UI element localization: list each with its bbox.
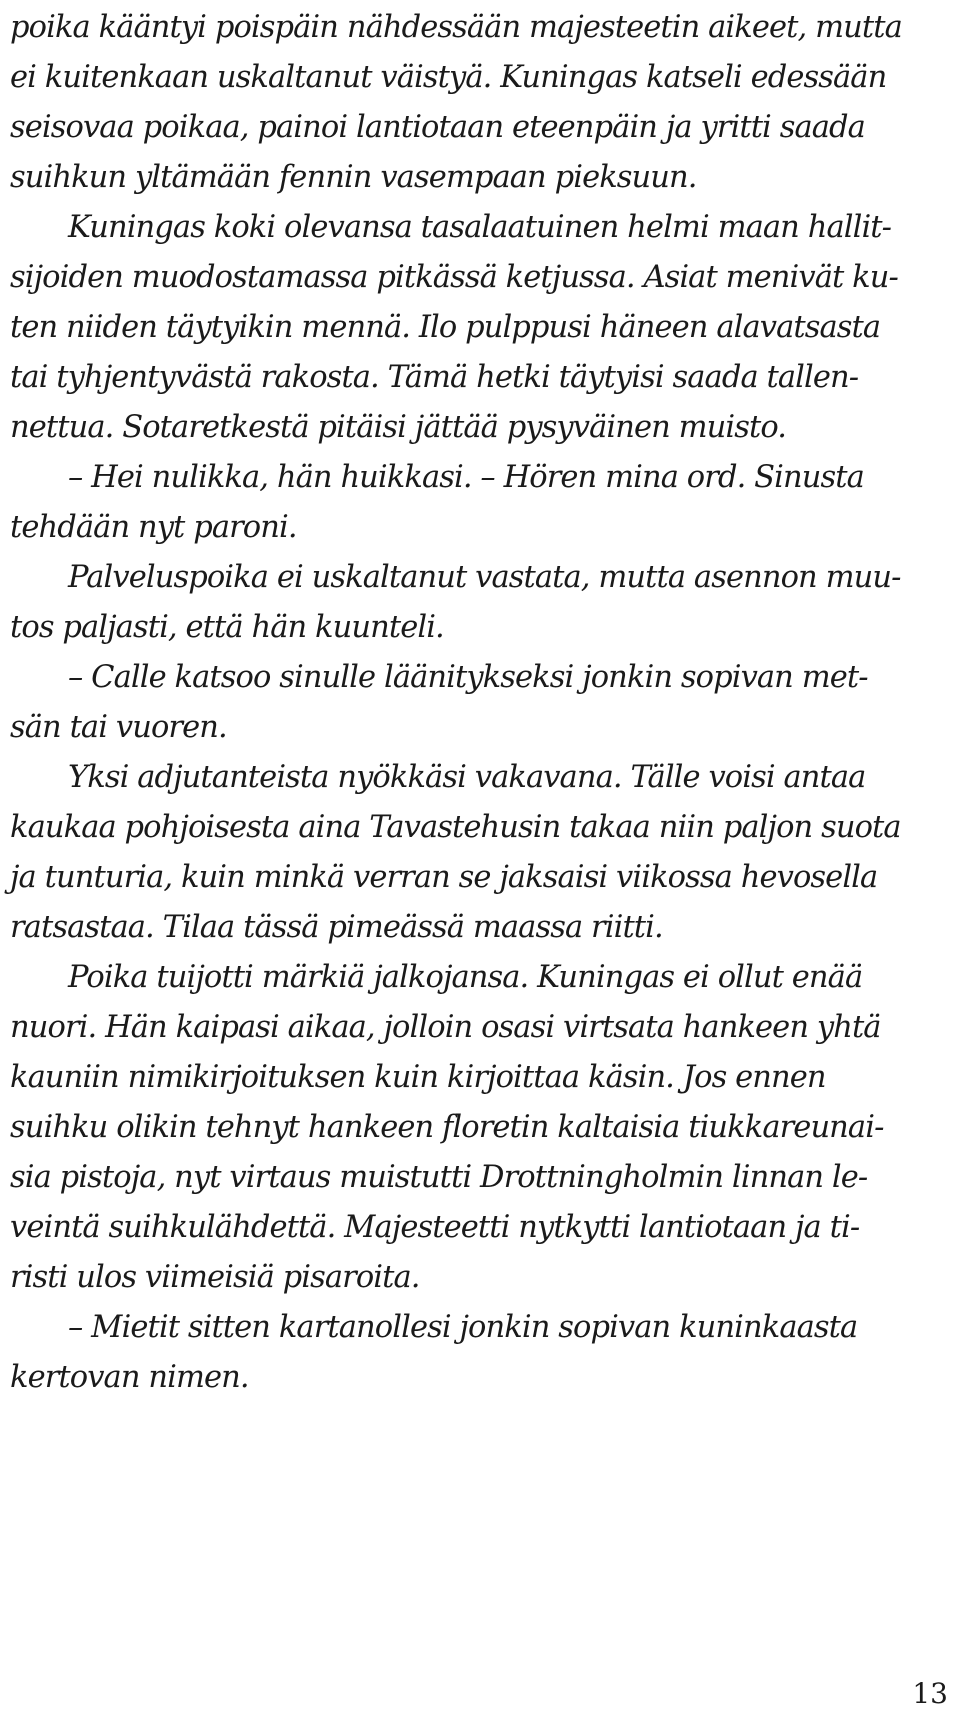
text-line: veintä suihkulähdettä. Majesteetti nytkytti lantiotaan ja ti-: [10, 1210, 860, 1245]
text-line: ten niiden täytyikin mennä. Ilo pulppusi häneen alavatsasta: [10, 310, 881, 345]
text-line: sijoiden muodostamassa pitkässä ketjussa. Asiat menivät ku-: [10, 260, 898, 295]
text-line: kauniin nimikirjoituksen kuin kirjoittaa käsin. Jos ennen: [10, 1060, 826, 1095]
text-line: ja tunturia, kuin minkä verran se jaksaisi viikossa hevosella: [10, 860, 878, 895]
text-line: kaukaa pohjoisesta aina Tavastehusin takaa niin paljon suota: [10, 810, 901, 845]
text-line: ratsastaa. Tilaa tässä pimeässä maassa riitti.: [10, 910, 663, 945]
text-line: risti ulos viimeisiä pisaroita.: [10, 1260, 420, 1295]
text-line: kertovan nimen.: [10, 1360, 249, 1395]
text-line: poika kääntyi poispäin nähdessään majesteetin aikeet, mutta: [10, 10, 902, 45]
text-line: – Mietit sitten kartanollesi jonkin sopivan kuninkaasta: [68, 1310, 858, 1345]
text-line: tehdään nyt paroni.: [10, 510, 297, 545]
text-line: nettua. Sotaretkestä pitäisi jättää pysyväinen muisto.: [10, 410, 787, 445]
page-number: 13: [912, 1677, 948, 1710]
text-line: tai tyhjentyvästä rakosta. Tämä hetki täytyisi saada tallen-: [10, 360, 859, 395]
text-line: Kuningas koki olevansa tasalaatuinen helmi maan hallit-: [68, 210, 892, 245]
text-line: seisovaa poikaa, painoi lantiotaan eteenpäin ja yritti saada: [10, 110, 865, 145]
text-line: – Hei nulikka, hän huikkasi. – Hören mina ord. Sinusta: [68, 460, 864, 495]
text-line: tos paljasti, että hän kuunteli.: [10, 610, 444, 645]
text-line: sän tai vuoren.: [10, 710, 227, 745]
text-line: Palveluspoika ei uskaltanut vastata, mutta asennon muu-: [68, 560, 901, 595]
text-line: suihku olikin tehnyt hankeen floretin kaltaisia tiukkareunai-: [10, 1110, 884, 1145]
text-line: sia pistoja, nyt virtaus muistutti Drottningholmin linnan le-: [10, 1160, 868, 1195]
text-line: Poika tuijotti märkiä jalkojansa. Kuningas ei ollut enää: [68, 960, 863, 995]
text-line: ei kuitenkaan uskaltanut väistyä. Kuningas katseli edessään: [10, 60, 887, 95]
text-line: suihkun yltämään fennin vasempaan pieksuun.: [10, 160, 697, 195]
text-line: nuori. Hän kaipasi aikaa, jolloin osasi virtsata hankeen yhtä: [10, 1010, 881, 1045]
text-line: – Calle katsoo sinulle läänitykseksi jonkin sopivan met-: [68, 660, 868, 695]
text-line: Yksi adjutanteista nyökkäsi vakavana. Tälle voisi antaa: [68, 760, 866, 795]
